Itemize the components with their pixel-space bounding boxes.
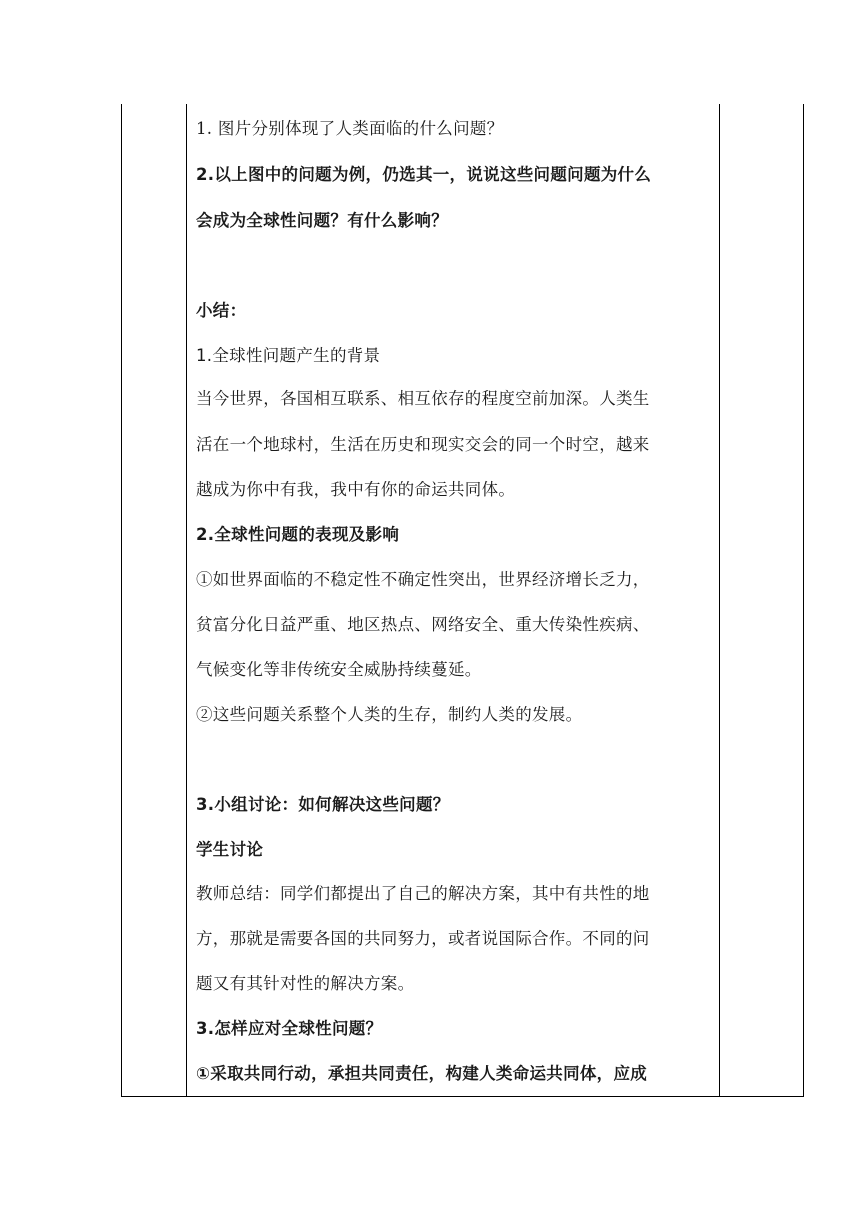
summary-point-1-line-1: 当今世界，各国相互联系、相互依存的程度空前加深。人类生 [196, 389, 650, 408]
summary-point-1-line-3: 越成为你中有我，我中有你的命运共同体。 [196, 480, 516, 499]
summary-point-2-line-4: ②这些问题关系整个人类的生存，制约人类的发展。 [196, 705, 583, 724]
summary-point-2-heading: 2.全球性问题的表现及影响 [196, 525, 400, 544]
teacher-summary-line-3: 题又有其针对性的解决方案。 [196, 974, 415, 993]
question-1: 1. 图片分别体现了人类面临的什么问题？ [196, 119, 504, 138]
response-heading: 3.怎样应对全球性问题？ [196, 1019, 383, 1038]
group-discussion-heading: 3.小组讨论：如何解决这些问题？ [196, 795, 450, 814]
summary-point-1-line-2: 活在一个地球村，生活在历史和现实交会的同一个时空，越来 [196, 435, 650, 454]
teacher-summary-line-2: 方，那就是需要各国的共同努力，或者说国际合作。不同的问 [196, 929, 650, 948]
table-col-divider-1 [186, 104, 187, 1097]
summary-point-2-line-2: 贫富分化日益严重、地区热点、网络安全、重大传染性疾病、 [196, 615, 650, 634]
summary-point-2-line-3: 气候变化等非传统安全威胁持续蔓延。 [196, 660, 482, 679]
response-point-1: ①采取共同行动，承担共同责任，构建人类命运共同体，应成 [196, 1064, 648, 1083]
table-bottom-border [121, 1096, 804, 1097]
question-2-line-2: 会成为全球性问题？有什么影响？ [196, 211, 448, 230]
summary-point-1-heading: 1.全球性问题产生的背景 [196, 346, 381, 365]
teacher-summary-line-1: 教师总结：同学们都提出了自己的解决方案，其中有共性的地 [196, 884, 650, 903]
summary-heading: 小结： [196, 301, 247, 320]
table-col-divider-2 [719, 104, 720, 1097]
student-discussion-label: 学生讨论 [196, 840, 264, 859]
table-left-border [121, 104, 122, 1097]
question-2-line-1: 2.以上图中的问题为例，仍选其一，说说这些问题问题为什么 [196, 165, 652, 184]
table-right-border [803, 104, 804, 1097]
summary-point-2-line-1: ①如世界面临的不稳定性不确定性突出，世界经济增长乏力， [196, 570, 650, 589]
